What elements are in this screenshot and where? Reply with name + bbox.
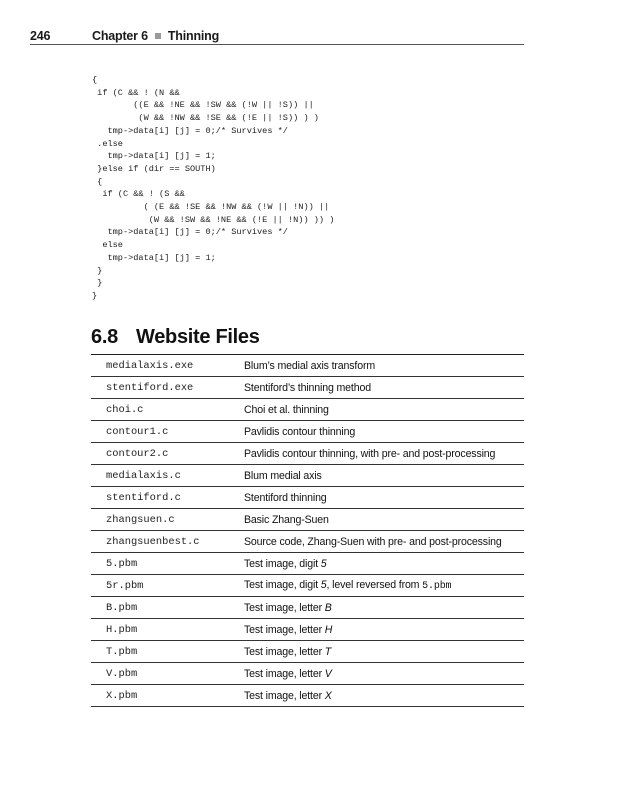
- file-description: Stentiford thinning: [244, 491, 327, 504]
- code-line: {: [92, 75, 98, 85]
- description-text: Test image, letter: [244, 623, 325, 636]
- file-name: zhangsuen.c: [106, 513, 175, 526]
- file-name: 5.pbm: [106, 557, 138, 570]
- code-line: (W && !NW && !SE && (!E || !S)) ) ): [92, 113, 319, 124]
- file-name: contour2.c: [106, 447, 169, 460]
- table-row: [91, 377, 524, 399]
- file-description: [244, 575, 524, 597]
- code-line: .else: [92, 138, 123, 149]
- chapter-title: Thinning: [167, 29, 220, 43]
- file-description: Pavlidis contour thinning, with pre- and post-processing: [244, 447, 496, 460]
- code-line: tmp->data[i] [j] = 1;: [92, 151, 216, 162]
- code-line: tmp->data[i] [j] = 1;: [92, 252, 216, 263]
- code-line: (W && !SW && !NE && (!E || !N)) )) ): [92, 214, 335, 225]
- code-line: if (C && ! (S &&: [92, 189, 185, 200]
- section-number: 6.8: [91, 326, 118, 348]
- code-line: tmp->data[i] [j] = 0;/* Survives */: [92, 227, 288, 238]
- table-row: [91, 575, 524, 597]
- file-description: Choi et al. thinning: [244, 403, 329, 416]
- code-listing: [92, 74, 334, 303]
- description-text: Test image, digit: [244, 579, 321, 591]
- file-name: stentiford.exe: [106, 381, 194, 394]
- code-line: }: [92, 278, 103, 289]
- table-row: [91, 619, 524, 641]
- table-row: [91, 641, 524, 663]
- table-row: [91, 399, 524, 421]
- file-description: Source code, Zhang-Suen with pre- and post-processing: [244, 535, 502, 548]
- section-title: Website Files: [136, 326, 260, 348]
- table-row: [91, 465, 524, 487]
- description-emphasis: T: [324, 645, 332, 658]
- description-emphasis: H: [324, 623, 333, 636]
- file-name: stentiford.c: [106, 491, 181, 504]
- section-heading: [91, 326, 260, 349]
- file-name: medialaxis.c: [106, 469, 181, 482]
- description-text: , level reversed from: [326, 579, 423, 591]
- description-text: Test image, digit: [244, 557, 321, 570]
- square-bullet-icon: [155, 33, 161, 39]
- table-row: [91, 487, 524, 509]
- file-description: [244, 641, 524, 663]
- file-description: [244, 619, 524, 641]
- description-text: Test image, letter: [244, 601, 325, 614]
- code-line: }else if (dir == SOUTH): [92, 163, 216, 174]
- file-name: V.pbm: [106, 667, 138, 680]
- code-line: else: [92, 240, 123, 251]
- code-line: tmp->data[i] [j] = 0;/* Survives */: [92, 125, 288, 136]
- description-emphasis: 5: [320, 579, 327, 591]
- file-description: Basic Zhang-Suen: [244, 513, 329, 526]
- code-line: }: [92, 290, 98, 301]
- file-name: choi.c: [106, 403, 144, 416]
- chapter-heading: [92, 29, 219, 43]
- file-name: 5r.pbm: [106, 579, 144, 592]
- table-row: [91, 685, 524, 707]
- table-row: [91, 531, 524, 553]
- code-line: }: [92, 265, 103, 276]
- chapter-label: Chapter 6: [92, 29, 148, 43]
- page-number: 246: [30, 29, 51, 43]
- table-row: [91, 553, 524, 575]
- code-line: ((E && !NE && !SW && (!W || !S)) ||: [92, 100, 314, 111]
- file-name: H.pbm: [106, 623, 138, 636]
- file-description: Blum’s medial axis transform: [244, 359, 376, 372]
- file-name: zhangsuenbest.c: [106, 535, 200, 548]
- table-row: [91, 597, 524, 619]
- description-text: Test image, letter: [244, 645, 325, 658]
- description-text: Test image, letter: [244, 689, 325, 702]
- table-row: [91, 443, 524, 465]
- running-header: [30, 29, 524, 47]
- code-line: if (C && ! (N &&: [92, 87, 180, 98]
- table-row: [91, 663, 524, 685]
- file-description: Pavlidis contour thinning: [244, 425, 356, 438]
- file-description: Blum medial axis: [244, 469, 322, 482]
- description-emphasis: 5: [320, 557, 327, 570]
- description-emphasis: X: [324, 689, 332, 702]
- table-row: [91, 509, 524, 531]
- table-row: [91, 421, 524, 443]
- description-emphasis: B: [324, 601, 332, 614]
- table-row: [91, 355, 524, 377]
- description-text: Test image, letter: [244, 667, 325, 680]
- description-code: 5.pbm: [422, 581, 452, 592]
- file-description: Stentiford’s thinning method: [244, 381, 371, 394]
- website-files-table: [91, 354, 524, 707]
- file-name: contour1.c: [106, 425, 169, 438]
- file-name: X.pbm: [106, 689, 138, 702]
- file-name: B.pbm: [106, 601, 138, 614]
- code-line: {: [92, 176, 103, 187]
- file-description: [244, 663, 524, 685]
- file-description: [244, 597, 524, 619]
- file-name: T.pbm: [106, 645, 138, 658]
- file-description: [244, 553, 524, 575]
- header-rule: [30, 44, 524, 45]
- code-line: ( (E && !SE && !NW && (!W || !N)) ||: [92, 202, 330, 213]
- file-name: medialaxis.exe: [106, 359, 194, 372]
- description-emphasis: V: [324, 667, 332, 680]
- file-description: [244, 685, 524, 707]
